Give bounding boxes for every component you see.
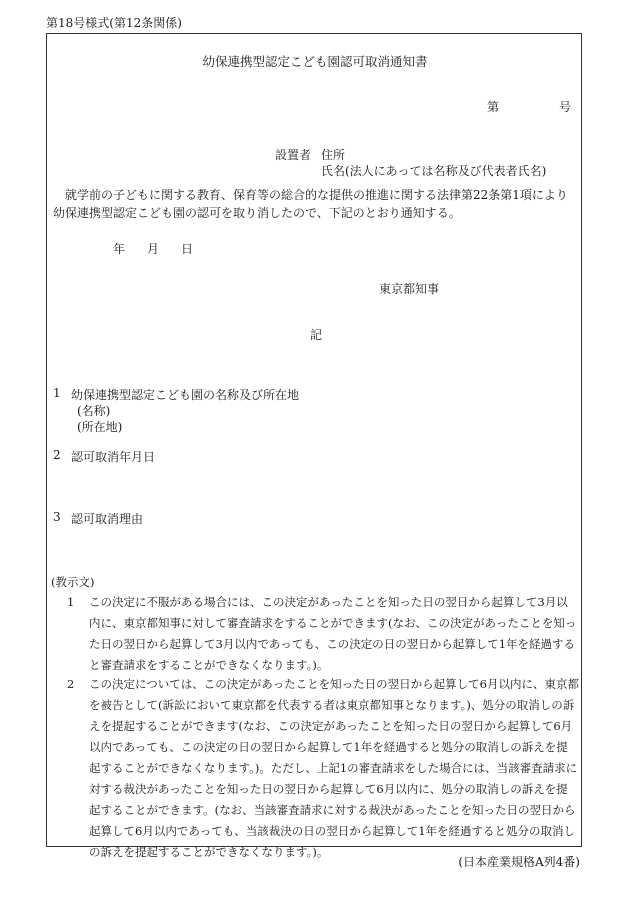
item1-label: 幼保連携型認定こども園の名称及び所在地 [71, 388, 300, 402]
document-frame [46, 33, 582, 859]
notice-heading: (教示文) [51, 575, 95, 589]
issuer: 東京都知事 [379, 282, 440, 296]
paper-size-note: (日本産業規格A列4番) [458, 855, 580, 869]
date-year: 年 [113, 242, 126, 256]
notice-paragraph-2 [69, 674, 579, 863]
item3-label: 認可取消理由 [71, 512, 144, 526]
date-month: 月 [147, 242, 160, 256]
form-number: 第18号様式(第12条関係) [46, 16, 182, 30]
address-label: 住所 [321, 148, 346, 162]
number-suffix: 号 [559, 100, 572, 114]
item2-number: 2 [53, 448, 61, 462]
item3-number: 3 [53, 510, 61, 524]
notice-paragraph-1 [69, 592, 579, 676]
item2-label: 認可取消年月日 [71, 450, 156, 464]
notice-1-text: この決定に不服がある場合には、この決定があったことを知った日の翌日から起算して3月以内に、東京都知事に対して審査請求をすることができます(なお、この決定があったことを知った日の翌日から起算して3月以内であっても、この決定の日の翌日から起算して1年を経過すると審査請求をすることができなくなります。)。 [89, 595, 577, 672]
body-text: 就学前の子どもに関する教育、保育等の総合的な提供の推進に関する法律第22条第1項により幼保連携型認定こども園の認可を取り消したので、下記のとおり通知する。 [53, 188, 568, 220]
number-prefix: 第 [487, 100, 500, 114]
item1-name: (名称) [77, 404, 111, 418]
ki-mark: 記 [310, 328, 323, 342]
establisher-label: 設置者 [275, 148, 312, 162]
date-day: 日 [181, 242, 194, 256]
notice-2-text: この決定については、この決定があったことを知った日の翌日から起算して6月以内に、東京都を被告として(訴訟において東京都を代表する者は東京都知事となります。)、処分の取消しの訴えを提起することができます(なお、この決定があったことを知った日の翌日から起算して6月以内であっても、この決定の日の翌日から起算して1年を経過すると処分の取消しの訴えを提起することができなくなります。)。ただし、上記1の審査請求をした場合には、当該審査請求に対する裁決があったことを知った日の翌日から起算して6月以内に、処分の取消しの訴えを提起することができます。(なお、当該審査請求に対する裁決があったことを知った日の翌日から起算して6月以内であっても、当該裁決の日の翌日から起算して1年を経過すると処分の取消しの訴えを提起することができなくなります。)。 [89, 677, 579, 859]
name-label: 氏名(法人にあっては名称及び代表者氏名) [321, 164, 547, 178]
item1-number: 1 [53, 386, 61, 400]
notice-2-number: 2 [67, 677, 75, 691]
item1-address: (所在地) [77, 420, 123, 434]
document-title: 幼保連携型認定こども園認可取消通知書 [202, 54, 428, 69]
notice-1-number: 1 [67, 595, 75, 609]
